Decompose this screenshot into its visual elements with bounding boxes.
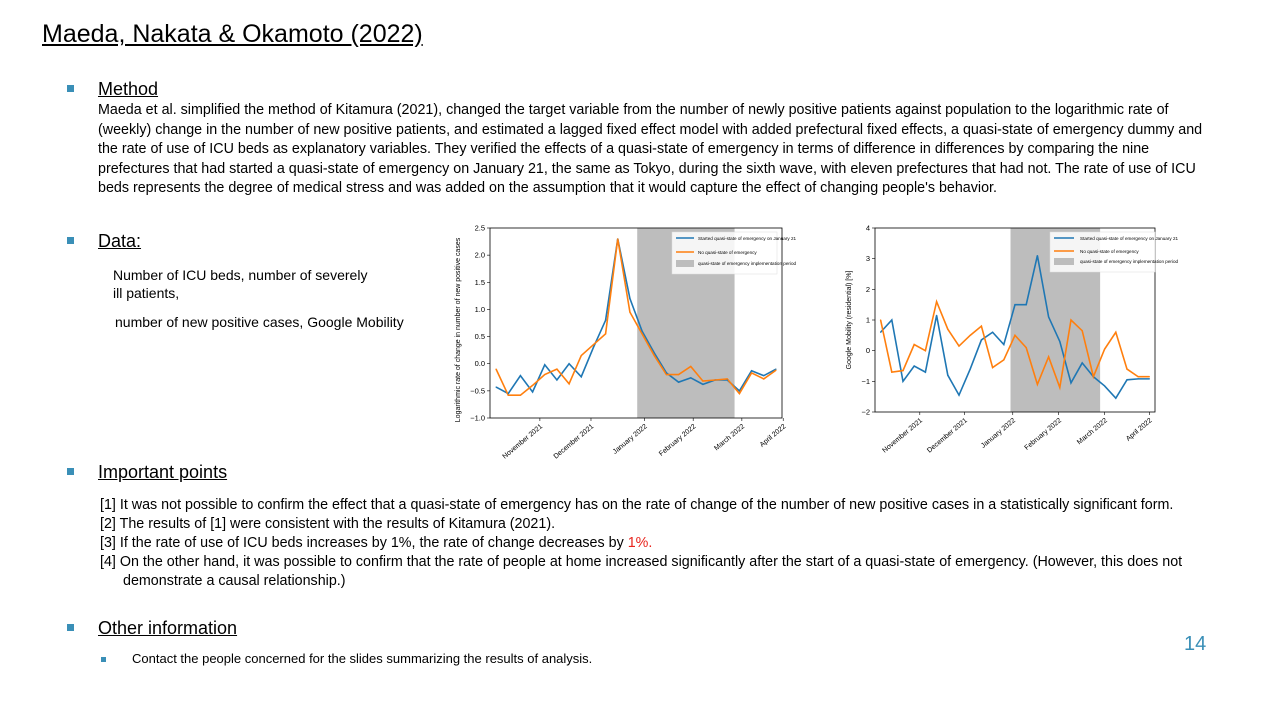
chart1-point-none: [727, 378, 728, 379]
chart2-point-none: [1048, 356, 1049, 357]
chart2-point-none: [1014, 335, 1015, 336]
chart1-point-none: [581, 355, 582, 356]
chart1-ytick-label: 0.0: [474, 359, 485, 369]
chart1-xtick-label: February 2022: [658, 423, 698, 458]
chart1-point-none: [544, 374, 545, 375]
chart2-point-none: [1115, 332, 1116, 333]
chart2-point-none: [1149, 376, 1150, 377]
chart1-legend-shade: quasi-state of emergency implementation period: [698, 261, 797, 266]
chart1-point-started: [654, 352, 655, 353]
chart1-point-none: [739, 393, 740, 394]
chart1-legend-shade-swatch: [676, 260, 694, 267]
chart2-point-none: [981, 326, 982, 327]
chart2-legend: [1050, 232, 1179, 272]
chart1-point-none: [654, 355, 655, 356]
slide-title: Maeda, Nakata & Okamoto (2022): [42, 20, 423, 48]
data-line-2: ill patients,: [113, 285, 180, 301]
chart2-point-none: [1138, 376, 1139, 377]
chart2-point-none: [1126, 368, 1127, 369]
chart1-point-started: [666, 372, 667, 373]
chart1-point-started: [605, 320, 606, 321]
chart2-point-started: [1026, 304, 1027, 305]
chart1-ytick-label: 1.0: [474, 304, 485, 314]
page-number: 14: [1184, 633, 1207, 655]
chart2-point-started: [1104, 385, 1105, 386]
chart2-point-started: [891, 319, 892, 320]
chart1-xticks: [502, 418, 788, 461]
data-line-1: Number of ICU beds, number of severely: [113, 267, 368, 283]
chart1-point-none: [556, 369, 557, 370]
chart2-xtick-label: February 2022: [1023, 417, 1063, 452]
chart2-point-started: [1138, 378, 1139, 379]
chart1-xtick-label: January 2022: [611, 423, 649, 456]
chart1-point-none: [763, 378, 764, 379]
chart1-point-none: [678, 374, 679, 375]
chart1-point-none: [690, 366, 691, 367]
chart2-point-started: [958, 395, 959, 396]
chart1-point-started: [508, 393, 509, 394]
chart1-point-started: [751, 370, 752, 371]
chart2-point-none: [1093, 376, 1094, 377]
chart1-yticks: [470, 224, 490, 423]
chart2-xtick-label: December 2021: [926, 417, 969, 455]
chart1-point-started: [629, 298, 630, 299]
chart2-ytick-label: 4: [865, 223, 870, 233]
chart2-point-started: [1048, 316, 1049, 317]
chart1-xtick-label: November 2021: [501, 423, 545, 461]
chart2-point-started: [902, 381, 903, 382]
chart2-point-started: [1082, 362, 1083, 363]
chart2-point-started: [1126, 379, 1127, 380]
chart2-point-started: [936, 315, 937, 316]
chart2-legend-started: Started quasi-state of emergency on January 21: [1080, 236, 1179, 241]
chart2-point-started: [1070, 382, 1071, 383]
chart1-point-started: [678, 382, 679, 383]
chart1-point-started: [775, 369, 776, 370]
important-points-list: [100, 496, 1200, 591]
chart2-point-started: [992, 332, 993, 333]
chart1-point-started: [520, 375, 521, 376]
chart2-ylabel: Google Mobility (residential) [%]: [846, 270, 853, 370]
chart2-ytick-label: −2: [861, 407, 870, 417]
chart1-point-none: [775, 370, 776, 371]
chart1-ytick-label: −0.5: [470, 386, 485, 396]
chart2-point-none: [1003, 359, 1004, 360]
chart2-ytick-label: 0: [865, 346, 870, 356]
chart2-xtick-label: April 2022: [1125, 417, 1154, 443]
chart2-point-started: [880, 332, 881, 333]
chart2-point-started: [981, 339, 982, 340]
chart2-point-none: [925, 350, 926, 351]
method-heading: Method: [98, 79, 159, 99]
chart1-ytick-label: 1.5: [474, 277, 485, 287]
chart2-point-none: [914, 344, 915, 345]
important-point-3-main: [3] If the rate of use of ICU beds increases by 1%, the rate of change decreases by: [100, 535, 628, 551]
chart2-xtick-label: January 2022: [980, 417, 1018, 450]
chart2-point-none: [891, 372, 892, 373]
chart1-point-none: [629, 312, 630, 313]
chart1-point-none: [532, 385, 533, 386]
chart1-point-started: [763, 375, 764, 376]
chart1-ytick-label: 2.5: [474, 223, 485, 233]
chart2-point-none: [958, 345, 959, 346]
chart1-ytick-label: 0.5: [474, 332, 485, 342]
chart1-xtick-label: April 2022: [758, 423, 788, 449]
chart1-point-none: [568, 383, 569, 384]
chart2-ytick-label: 3: [865, 254, 870, 264]
chart1-legend: [672, 232, 797, 274]
method-bullet-icon: [67, 85, 74, 92]
chart1-point-started: [581, 376, 582, 377]
important-point-4: [4] On the other hand, it was possible to confirm that the rate of people at home increased significantly after the start of a quasi-state of emergency. (However, this does not demonstrate a causal relationship.): [100, 554, 1183, 589]
chart2-point-started: [947, 375, 948, 376]
chart2-point-none: [1059, 387, 1060, 388]
chart1-point-started: [495, 386, 496, 387]
chart1-ytick-label: 2.0: [474, 250, 485, 260]
chart-case-change-rate: [440, 220, 800, 470]
chart2-legend-shade-swatch: [1054, 258, 1074, 265]
data-line-3: number of new positive cases, Google Mobility: [115, 314, 404, 330]
chart1-point-started: [544, 364, 545, 365]
chart2-point-none: [1082, 330, 1083, 331]
chart2-point-started: [1149, 378, 1150, 379]
chart1-point-started: [641, 331, 642, 332]
chart2-point-started: [1037, 255, 1038, 256]
important-heading: Important points: [98, 462, 228, 482]
chart2-point-started: [1059, 341, 1060, 342]
chart2-point-none: [947, 329, 948, 330]
chart1-point-none: [508, 395, 509, 396]
other-sub-bullet-icon: [101, 657, 106, 662]
chart1-ylabel: Logarithmic rate of change in number of new positive cases: [455, 237, 462, 423]
chart2-ytick-label: 2: [865, 284, 870, 294]
chart1-point-started: [556, 379, 557, 380]
chart1-point-none: [593, 344, 594, 345]
chart1-point-none: [714, 379, 715, 380]
chart1-xtick-label: December 2021: [552, 423, 596, 461]
chart1-point-started: [690, 377, 691, 378]
chart2-point-none: [1070, 319, 1071, 320]
chart2-ytick-label: −1: [861, 376, 870, 386]
chart1-point-none: [495, 369, 496, 370]
chart2-xticks: [881, 412, 1153, 455]
chart2-point-started: [1014, 304, 1015, 305]
chart2-legend-none: No quasi-state of emergency: [1080, 249, 1139, 254]
important-point-3-highlight: 1%.: [627, 535, 653, 551]
chart1-point-started: [593, 347, 594, 348]
chart2-point-none: [992, 367, 993, 368]
important-point-1: [1] It was not possible to confirm the effect that a quasi-state of emergency has on the rate of change of the number of new positive cases in a statistically significant form.: [100, 497, 1174, 513]
chart1-point-none: [666, 374, 667, 375]
chart1-point-started: [568, 363, 569, 364]
method-text: Maeda et al. simplified the method of Kitamura (2021), changed the target variable from the number of newly positive patients against population to the logarithmic rate of (weekly) change in the number of new positive patients, and estimated a lagged fixed effect model with added prefectural fixed effects, a quasi-state of emergency dummy and the rate of use of ICU beds as explanatory variables. They verified the effects of a quasi-state of emergency in terms of difference in differences by comparing the nine prefectures that had started a quasi-state of emergency on January 21, the same as Tokyo, during the sixth wave, with eleven prefectures that had not. The rate of use of ICU beds represents the degree of medical stress and was added on the assumption that it would capture the effect of changing people's behavior.: [98, 102, 1203, 196]
chart2-point-none: [936, 301, 937, 302]
chart1-point-started: [702, 384, 703, 385]
chart2-point-none: [970, 335, 971, 336]
chart1-point-started: [727, 379, 728, 380]
chart1-point-started: [739, 390, 740, 391]
chart2-point-none: [1037, 384, 1038, 385]
chart1-point-none: [641, 333, 642, 334]
chart2-point-none: [880, 319, 881, 320]
chart2-point-started: [925, 372, 926, 373]
other-item: Contact the people concerned for the slides summarizing the results of analysis.: [132, 651, 593, 666]
chart-google-mobility: [840, 220, 1179, 470]
chart2-point-started: [1115, 398, 1116, 399]
chart2-legend-shade: quasi-state of emergency implementation period: [1080, 259, 1179, 264]
chart2-yticks: [861, 224, 875, 417]
chart2-point-started: [1003, 344, 1004, 345]
chart1-point-none: [617, 238, 618, 239]
important-point-2: [2] The results of [1] were consistent with the results of Kitamura (2021).: [100, 516, 556, 532]
important-bullet-icon: [67, 468, 74, 475]
chart2-point-none: [1104, 349, 1105, 350]
chart2-point-started: [970, 368, 971, 369]
chart1-ytick-label: −1.0: [470, 413, 485, 423]
chart2-xtick-label: November 2021: [881, 417, 925, 455]
chart1-xtick-label: March 2022: [713, 423, 747, 453]
other-heading: Other information: [98, 618, 238, 638]
other-bullet-icon: [67, 624, 74, 631]
chart1-legend-none: No quasi-state of emergency: [698, 250, 757, 255]
chart1-point-none: [605, 333, 606, 334]
chart2-xtick-label: March 2022: [1076, 417, 1109, 447]
chart1-point-none: [751, 372, 752, 373]
data-heading: Data:: [98, 231, 142, 251]
chart1-point-none: [520, 395, 521, 396]
chart2-point-started: [914, 365, 915, 366]
chart2-ytick-label: 1: [865, 315, 870, 325]
data-bullet-icon: [67, 237, 74, 244]
chart1-legend-started: Started quasi-state of emergency on January 21: [698, 236, 797, 241]
chart2-point-none: [902, 370, 903, 371]
chart1-point-none: [702, 380, 703, 381]
important-point-3: [100, 534, 1200, 553]
chart2-point-none: [1026, 347, 1027, 348]
chart1-point-started: [532, 391, 533, 392]
